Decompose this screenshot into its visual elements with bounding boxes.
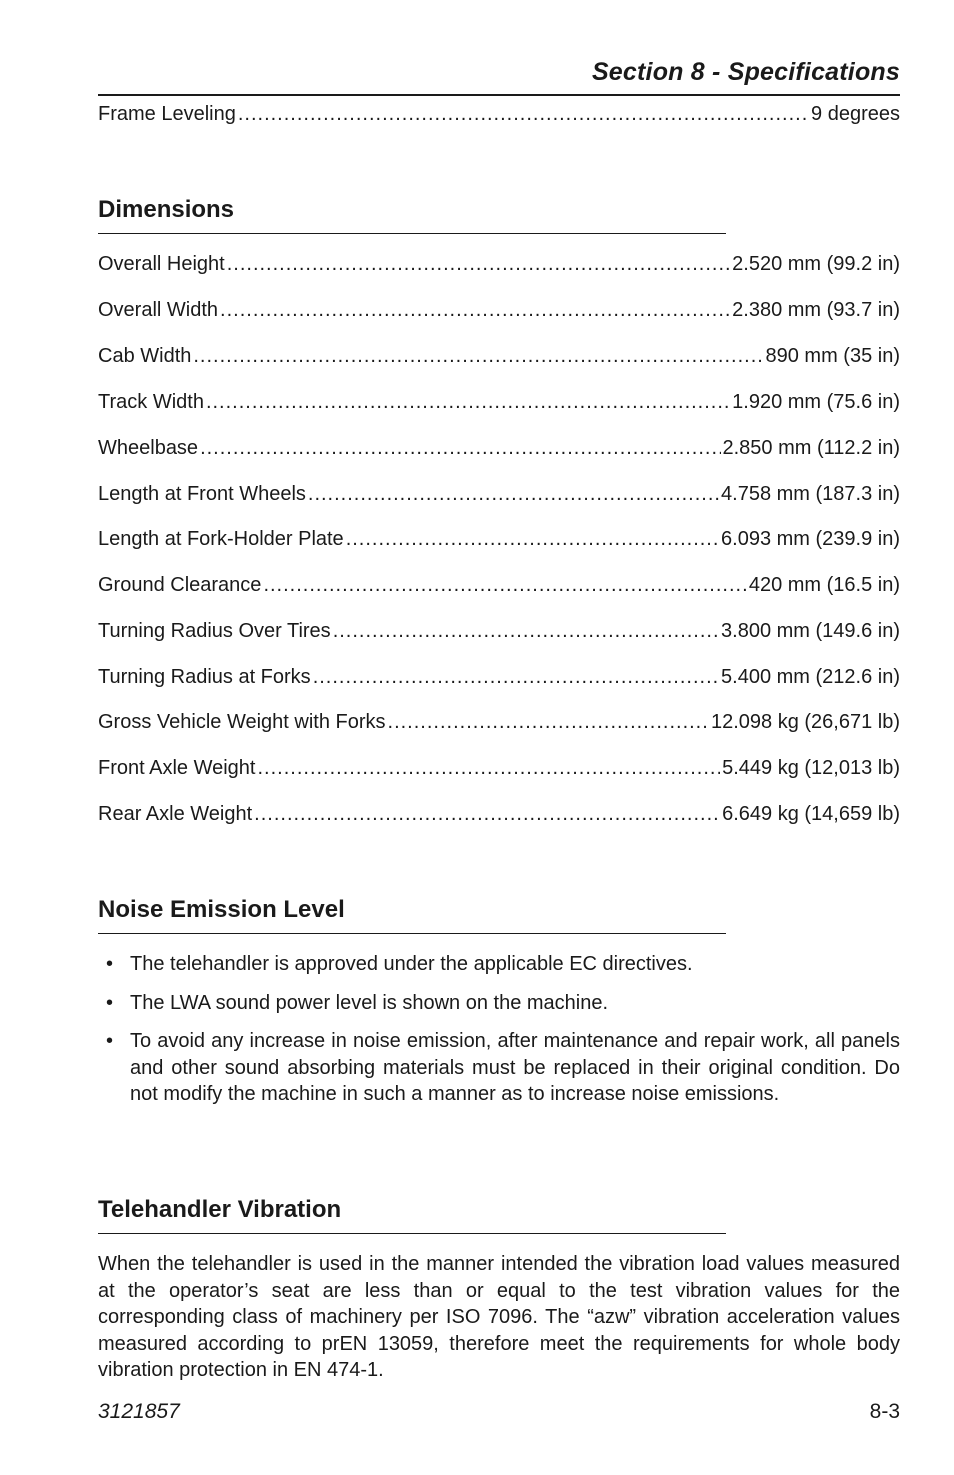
spec-label: Front Axle Weight — [98, 757, 256, 779]
dot-leader — [346, 528, 719, 551]
spec-label: Ground Clearance — [98, 574, 262, 596]
spec-value: 5.400 mm (212.6 in) — [721, 666, 900, 688]
dot-leader — [257, 757, 720, 780]
spec-row — [98, 620, 900, 643]
bullet-icon: • — [106, 991, 114, 1014]
spec-value: 6.093 mm (239.9 in) — [721, 528, 900, 550]
bullet-text: The LWA sound power level is shown on the machine. — [130, 991, 609, 1014]
vibration-heading: Telehandler Vibration — [98, 1196, 342, 1223]
dot-leader — [193, 345, 763, 368]
dot-leader — [388, 711, 709, 734]
dot-leader — [308, 483, 719, 506]
noise-bullet-list — [98, 951, 900, 1120]
spec-row-frame-leveling — [98, 103, 900, 126]
bullet-icon: • — [106, 953, 114, 975]
spec-row — [98, 757, 900, 780]
section-title: Section 8 - Specifications — [591, 58, 900, 86]
spec-row — [98, 299, 900, 322]
spec-value: 12.098 kg (26,671 lb) — [710, 711, 900, 733]
spec-label: Turning Radius at Forks — [98, 666, 311, 688]
spec-value: 2.380 mm (93.7 in) — [732, 299, 900, 321]
spec-label: Turning Radius Over Tires — [98, 620, 331, 642]
spec-label: Length at Front Wheels — [98, 483, 306, 505]
spec-value: 5.449 kg (12,013 lb) — [722, 757, 900, 779]
spec-value: 4.758 mm (187.3 in) — [721, 483, 900, 505]
dot-leader — [313, 666, 719, 689]
bullet-icon: • — [106, 1030, 114, 1052]
dot-leader — [263, 574, 746, 597]
spec-label: Track Width — [98, 391, 204, 413]
list-item — [98, 1028, 900, 1108]
spec-value: 420 mm (16.5 in) — [748, 574, 900, 596]
bullet-text: To avoid any increase in noise emission, after maintenance and repair work, all panels and other sound absorbing materials must be replaced in their original condition. Do not modify the machine in such a manner as to increase noise emissions. — [130, 1030, 900, 1105]
spec-label: Wheelbase — [98, 437, 199, 459]
dot-leader — [227, 253, 730, 276]
document-number: 3121857 — [98, 1400, 180, 1423]
dot-leader — [333, 620, 719, 643]
dot-leader — [200, 437, 720, 460]
vibration-heading-rule — [98, 1233, 726, 1234]
spec-label: Frame Leveling — [98, 103, 236, 125]
dot-leader — [238, 103, 809, 126]
header-rule — [98, 94, 900, 96]
spec-row — [98, 437, 900, 460]
list-item — [98, 990, 900, 1017]
spec-row — [98, 528, 900, 551]
bullet-text: The telehandler is approved under the applicable EC directives. — [130, 953, 693, 975]
spec-value: 2.850 mm (112.2 in) — [722, 437, 900, 459]
page-number: 8-3 — [869, 1400, 900, 1423]
noise-heading: Noise Emission Level — [98, 896, 345, 923]
list-item — [98, 951, 900, 978]
spec-row — [98, 345, 900, 368]
spec-row — [98, 574, 900, 597]
dot-leader — [206, 391, 730, 414]
vibration-paragraph: When the telehandler is used in the manner intended the vibration load values measured at the operator’s seat are less than or equal to the test vibration values for the corresponding class of machinery per ISO 7096. The “azw” vibration acceleration values measured according to prEN 13059, therefore meet the requirements for whole body vibration protection in EN 474-1. — [98, 1253, 900, 1381]
spec-value: 2.520 mm (99.2 in) — [732, 253, 900, 275]
spec-label: Length at Fork-Holder Plate — [98, 528, 344, 550]
manual-page — [98, 0, 900, 1475]
spec-label: Overall Height — [98, 253, 225, 275]
dimensions-heading: Dimensions — [98, 196, 235, 223]
spec-value: 9 degrees — [811, 103, 900, 125]
spec-label: Rear Axle Weight — [98, 803, 253, 825]
spec-label: Cab Width — [98, 345, 192, 367]
spec-row — [98, 391, 900, 414]
dot-leader — [254, 803, 720, 826]
spec-row — [98, 666, 900, 689]
spec-value: 6.649 kg (14,659 lb) — [722, 803, 900, 825]
spec-value: 890 mm (35 in) — [765, 345, 900, 367]
spec-label: Gross Vehicle Weight with Forks — [98, 711, 386, 733]
dot-leader — [220, 299, 730, 322]
spec-row — [98, 253, 900, 276]
spec-value: 3.800 mm (149.6 in) — [721, 620, 900, 642]
spec-label: Overall Width — [98, 299, 219, 321]
spec-row — [98, 483, 900, 506]
spec-value: 1.920 mm (75.6 in) — [732, 391, 900, 413]
dimensions-heading-rule — [98, 233, 726, 234]
spec-row — [98, 711, 900, 734]
spec-row — [98, 803, 900, 826]
noise-heading-rule — [98, 933, 726, 934]
